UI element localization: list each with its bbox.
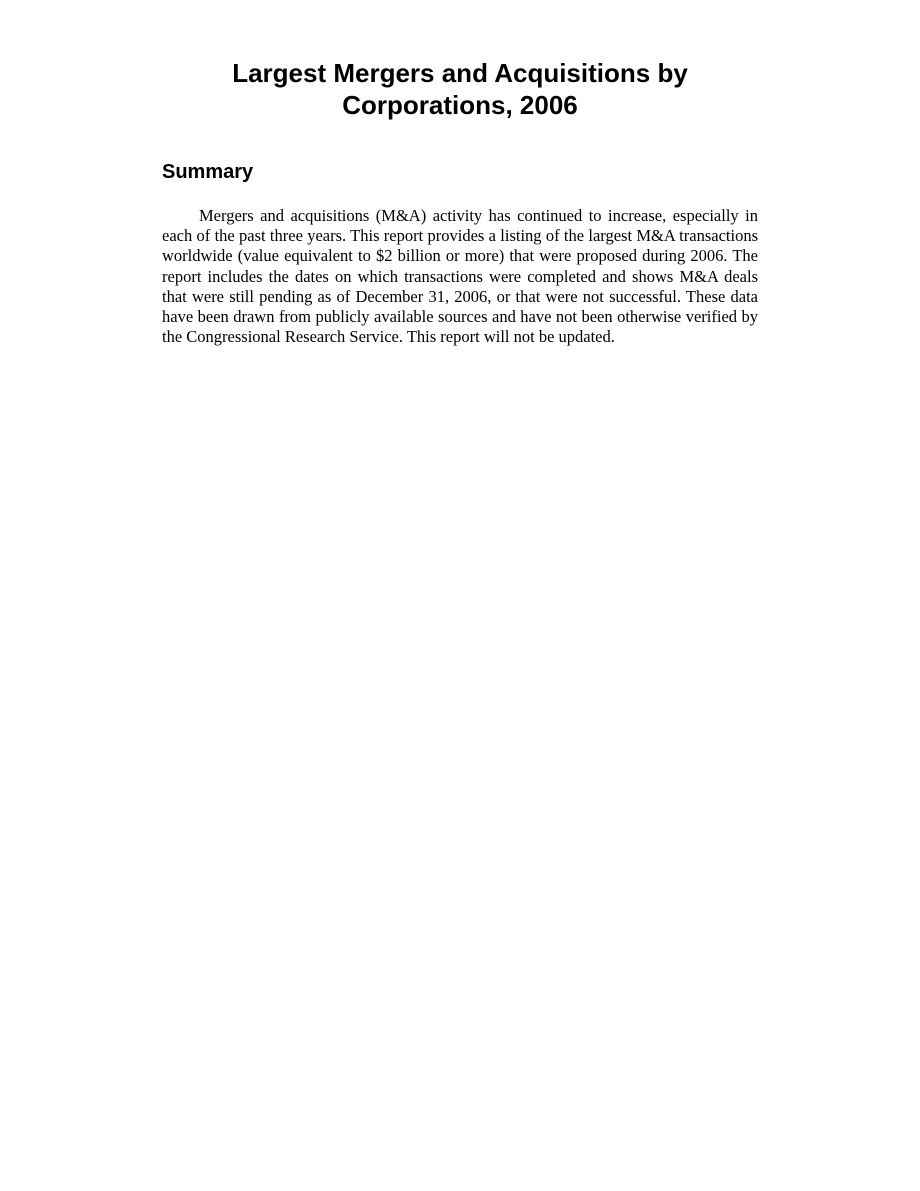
- page-title-line-1: Largest Mergers and Acquisitions by: [232, 58, 688, 88]
- summary-paragraph: Mergers and acquisitions (M&A) activity has continued to increase, especially in each of the past three years. This report provides a listing of the largest M&A transactions worldwide (value equivalent to $2 billion or more) that were proposed during 2006. The report includes the dates on which transactions were completed and shows M&A deals that were still pending as of December 31, 2006, or that were not successful. These data have been drawn from publicly available sources and have not been otherwise verified by the Congressional Research Service. This report will not be updated.: [162, 206, 758, 347]
- summary-heading: Summary: [162, 161, 254, 183]
- page-title-line-2: Corporations, 2006: [342, 90, 578, 120]
- page-title: [162, 57, 758, 121]
